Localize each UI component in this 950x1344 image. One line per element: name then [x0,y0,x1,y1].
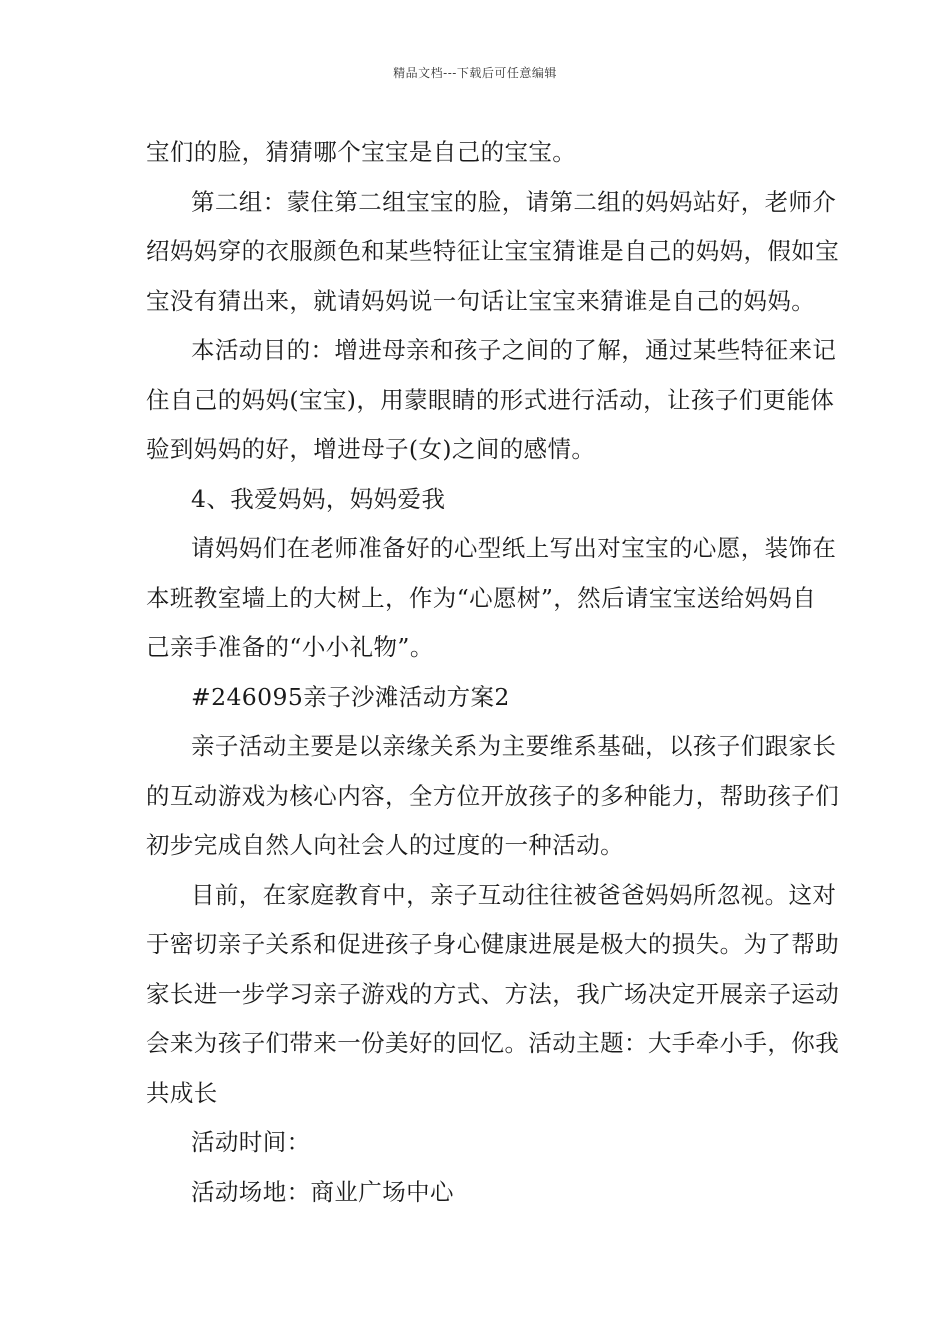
text-line: 的互动游戏为核心内容，全方位开放孩子的多种能力，帮助孩子们 [146,781,840,810]
section-heading: #246095亲子沙滩活动方案2 [191,682,510,711]
page-header: 精品文档---下载后可任意编辑 [393,66,557,80]
text-line: 本活动目的：增进母亲和孩子之间的了解，通过某些特征来记 [191,336,837,364]
text-line: 绍妈妈穿的衣服颜色和某些特征让宝宝猜谁是自己的妈妈，假如宝 [146,237,840,265]
text-line: 请妈妈们在老师准备好的心型纸上写出对宝宝的心愿，装饰在 [191,534,837,562]
text-line: 己亲手准备的“小小礼物”。 [146,633,434,661]
document-body [146,128,840,1217]
text-line: 第二组：蒙住第二组宝宝的脸，请第二组的妈妈站好，老师介 [191,187,837,216]
text-line: 家长进一步学习亲子游戏的方式、方法，我广场决定开展亲子运动 [146,979,840,1008]
text-line: 活动时间： [191,1128,311,1156]
text-line: 宝没有猜出来，就请妈妈说一句话让宝宝来猜谁是自己的妈妈。 [146,286,816,315]
text-line: 宝们的脸，猜猜哪个宝宝是自己的宝宝。 [146,138,577,166]
text-line: 目前，在家庭教育中，亲子互动往往被爸爸妈妈所忽视。这对 [191,880,837,909]
text-line: 住自己的妈妈(宝宝)，用蒙眼睛的形式进行活动，让孩子们更能体 [146,385,835,414]
text-line: 共成长 [146,1078,218,1107]
text-line: 本班教室墙上的大树上，作为“心愿树”，然后请宝宝送给妈妈自 [146,583,817,612]
text-line: 会来为孩子们带来一份美好的回忆。活动主题：大手牵小手，你我 [146,1029,840,1057]
section-heading: 4、我爱妈妈，妈妈爱我 [191,484,446,513]
text-line: 初步完成自然人向社会人的过度的一种活动。 [146,831,624,859]
text-line: 验到妈妈的好，增进母子(女)之间的感情。 [146,435,596,463]
text-line: 活动场地：商业广场中心 [191,1177,454,1206]
text-line: 亲子活动主要是以亲缘关系为主要维系基础，以孩子们跟家长 [191,732,837,760]
text-line: 于密切亲子关系和促进孩子身心健康进展是极大的损失。为了帮助 [146,930,840,958]
